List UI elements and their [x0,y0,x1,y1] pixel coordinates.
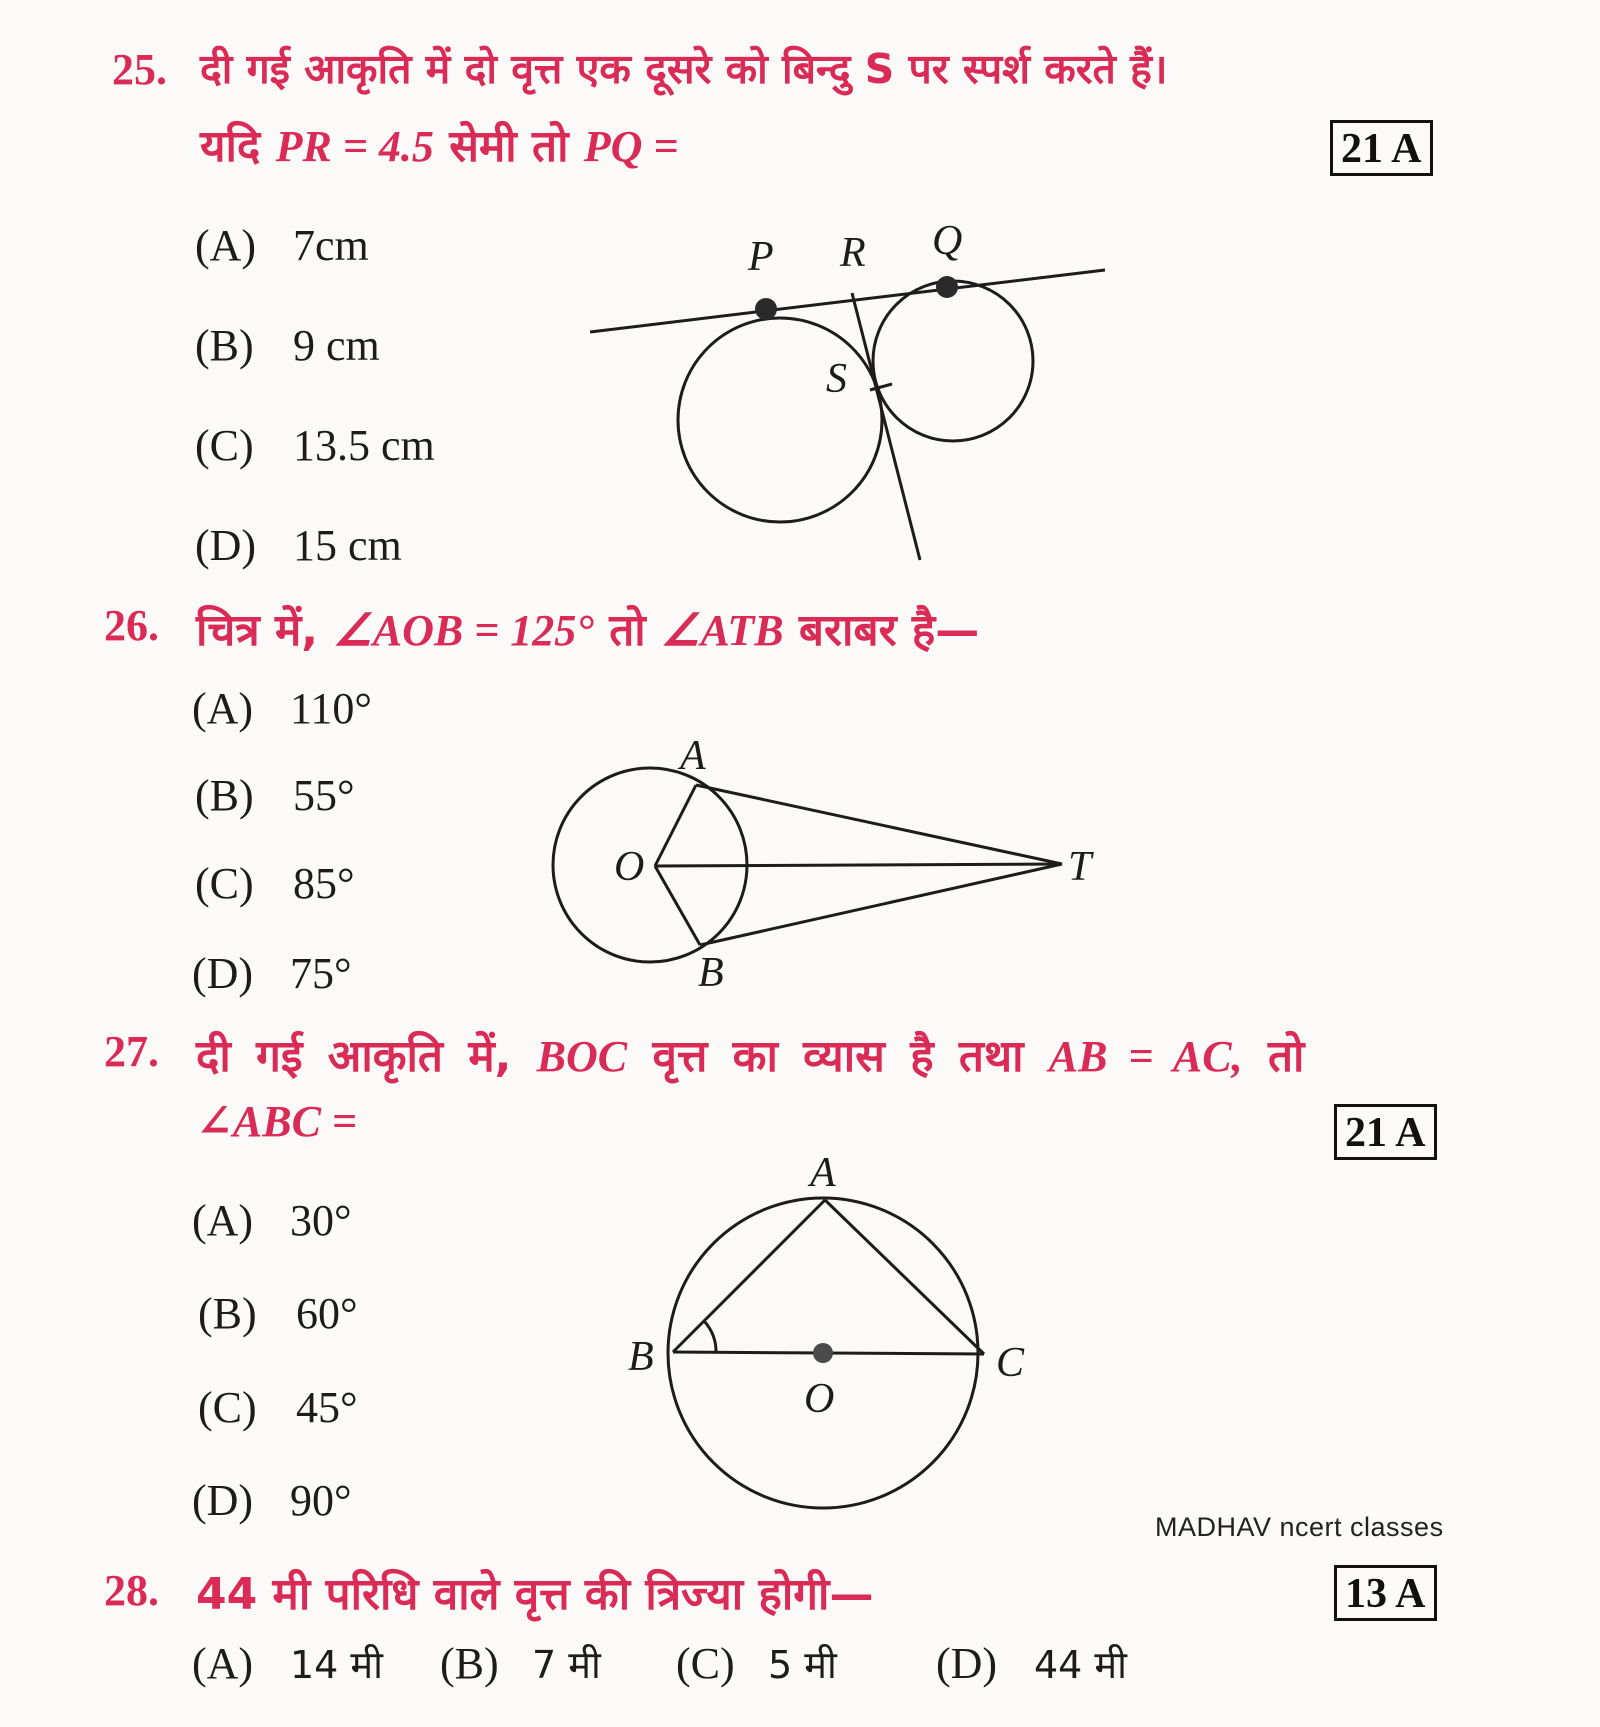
label-b: B [628,1334,654,1380]
q28-option-d[interactable] [936,1638,1127,1690]
tangent-line-pq [590,270,1105,332]
line-ob [655,866,700,945]
s-tick [870,384,892,390]
question-27-number: 27. [104,1027,159,1076]
option-value: 90° [290,1476,352,1525]
q26-figure [540,730,1140,1000]
question-26-text [196,598,979,658]
question-27-math-boc: BOC [536,1032,628,1081]
question-27-line1 [196,1024,1304,1084]
q28-option-c[interactable] [676,1638,837,1690]
label-s: S [826,356,847,402]
option-label: (A) [192,684,254,733]
q26-option-d[interactable] [192,948,352,999]
option-value: 110° [290,684,372,733]
option-value: 5 मी [768,1643,837,1687]
option-label: (B) [195,321,254,370]
q25-option-d[interactable] [195,520,402,571]
question-27-end: तो [1242,1031,1305,1082]
watermark: MADHAV ncert classes [1155,1512,1444,1542]
question-28-number: 28. [104,1566,159,1615]
line-at [696,785,1062,864]
option-value: 44 मी [1034,1643,1127,1687]
option-label: (C) [195,421,254,470]
q27-option-c[interactable] [198,1382,358,1433]
question-26-math-atb: ∠ATB [661,606,784,655]
question-25-line2 [200,114,679,174]
line-ot [655,864,1062,866]
small-circle [873,281,1033,441]
q26-option-b[interactable] [195,770,355,821]
q25-figure [570,220,1130,570]
question-26-mid: तो [593,605,662,656]
question-27-math-ab-ac: AB = AC, [1048,1032,1243,1081]
option-value: 7 मी [532,1643,601,1687]
option-label: (A) [192,1639,254,1688]
option-label: (B) [195,771,254,820]
center-o-dot [813,1343,833,1363]
question-25-line2-prefix: यदि [200,121,276,172]
option-label: (A) [192,1196,254,1245]
q27-option-a[interactable] [192,1195,352,1246]
question-26-prefix: चित्र में, [196,605,334,656]
line-bt [700,864,1062,945]
label-t: T [1068,844,1092,890]
chord-ac [825,1200,984,1354]
question-27-mid: वृत्त का व्यास है तथा [627,1031,1049,1082]
label-a: A [810,1150,836,1196]
question-25-math-pq: PQ = [583,122,679,171]
large-circle [678,318,882,522]
q27-option-b[interactable] [198,1288,358,1339]
point-p-dot [755,298,777,320]
question-25-math-pr: PR = 4.5 [275,122,434,171]
q25-option-c[interactable] [195,420,435,471]
question-25-number: 25. [112,45,167,94]
option-label: (D) [195,521,257,570]
question-25-line1: दी गई आकृति में दो वृत्त एक दूसरे को बिन्दु S पर स्पर्श करते हैं। [200,45,1168,93]
question-26-math-aob: ∠AOB = 125° [333,606,594,655]
label-c: C [996,1340,1025,1386]
option-value: 55° [293,771,355,820]
question-28-text: 44 मी परिधि वाले वृत्त की त्रिज्या होगी— [196,1569,874,1620]
line-oa [655,785,696,866]
option-label: (B) [198,1289,257,1338]
question-27-badge: 21 A [1334,1104,1437,1160]
question-28-badge: 13 A [1334,1565,1437,1621]
question-25-line2-mid: सेमी तो [433,121,584,172]
label-b: B [698,950,724,996]
option-value: 14 मी [290,1643,383,1687]
option-value: 7cm [293,221,369,270]
option-label: (C) [195,859,254,908]
label-o: O [804,1376,835,1422]
point-q-dot [936,276,958,298]
option-value: 60° [296,1289,358,1338]
option-value: 75° [290,949,352,998]
option-label: (D) [192,1476,254,1525]
q26-option-a[interactable] [192,683,372,734]
option-label: (B) [440,1639,499,1688]
option-value: 13.5 cm [293,421,435,470]
q26-option-c[interactable] [195,858,355,909]
angle-abc-arc [704,1321,716,1352]
label-o: O [614,844,645,890]
tangent-line-rs [852,293,920,560]
q25-option-b[interactable] [195,320,380,371]
option-label: (A) [195,221,257,270]
option-label: (C) [198,1383,257,1432]
q28-option-a[interactable] [192,1638,383,1690]
option-label: (C) [676,1639,735,1688]
option-value: 85° [293,859,355,908]
option-value: 30° [290,1196,352,1245]
q28-option-b[interactable] [440,1638,601,1690]
option-label: (D) [936,1639,998,1688]
label-a: A [680,733,706,779]
q27-figure [610,1140,1050,1510]
question-26-number: 26. [104,601,159,650]
chord-ab [673,1200,825,1352]
option-value: 15 cm [293,521,402,570]
question-26-end: बराबर है— [783,605,980,656]
q27-option-d[interactable] [192,1475,352,1526]
q25-option-a[interactable] [195,220,369,271]
label-r: R [840,230,866,276]
question-27-prefix: दी गई आकृति में, [196,1031,537,1082]
label-q: Q [932,220,963,264]
question-25-badge: 21 A [1330,120,1433,176]
option-label: (D) [192,949,254,998]
option-value: 45° [296,1383,358,1432]
label-p: P [748,234,774,280]
option-value: 9 cm [293,321,380,370]
question-27-line2: ∠ABC = [196,1097,357,1146]
